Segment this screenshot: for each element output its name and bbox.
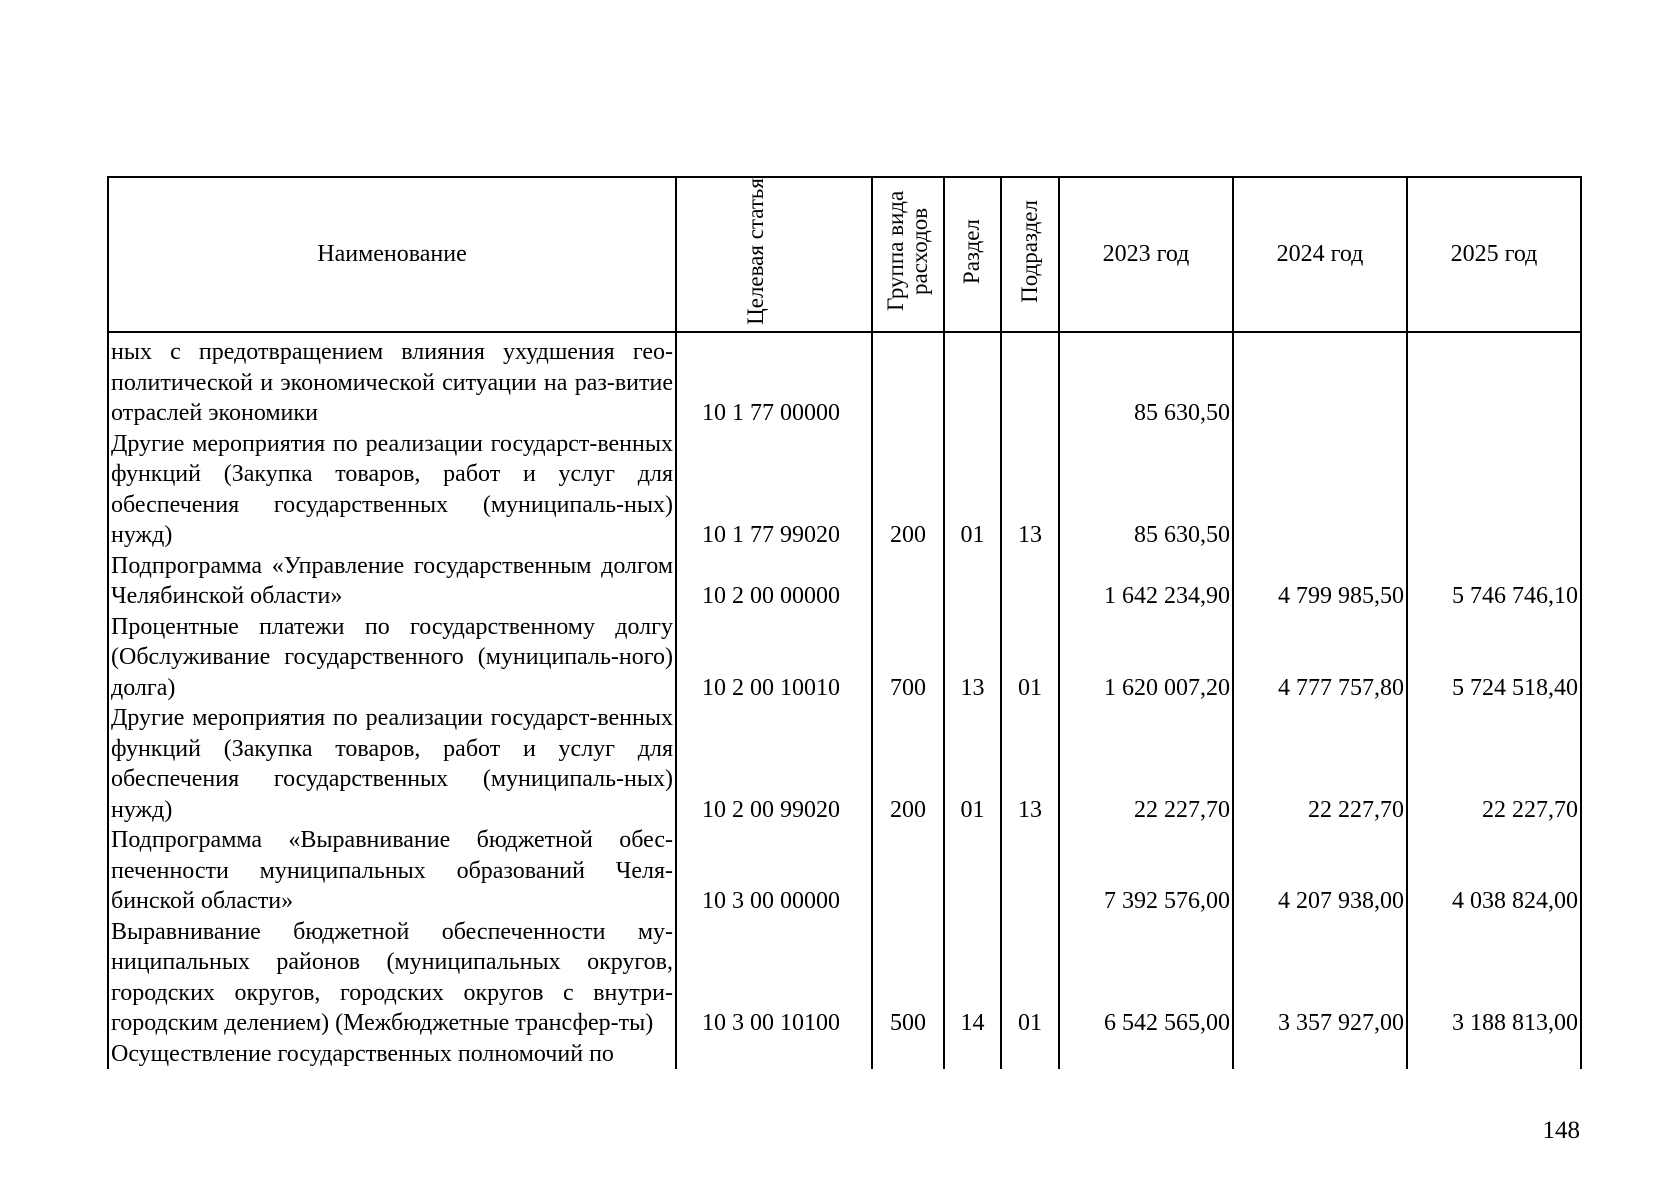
row-expense-group bbox=[872, 825, 944, 917]
row-target-article: 10 1 77 00000 bbox=[676, 332, 872, 429]
row-2025: 3 188 813,00 bbox=[1407, 917, 1581, 1039]
table-row bbox=[108, 612, 1581, 704]
row-target-article: 10 1 77 99020 bbox=[676, 429, 872, 551]
row-section bbox=[944, 1039, 1001, 1070]
row-2025: 22 227,70 bbox=[1407, 703, 1581, 825]
row-name: Подпрограмма «Управление государственным долгом Челябинской области» bbox=[108, 551, 676, 612]
row-2025: 5 746 746,10 bbox=[1407, 551, 1581, 612]
row-2024: 4 777 757,80 bbox=[1233, 612, 1407, 704]
header-2023: 2023 год bbox=[1059, 177, 1233, 332]
header-subsection: Подраздел bbox=[1001, 177, 1059, 332]
header-section: Раздел bbox=[944, 177, 1001, 332]
row-2023: 85 630,50 bbox=[1059, 332, 1233, 429]
row-2024: 3 357 927,00 bbox=[1233, 917, 1407, 1039]
row-subsection bbox=[1001, 332, 1059, 429]
table-row bbox=[108, 825, 1581, 917]
row-2024 bbox=[1233, 332, 1407, 429]
row-name: Осуществление государственных полномочий по bbox=[108, 1039, 676, 1070]
header-2025: 2025 год bbox=[1407, 177, 1581, 332]
row-target-article: 10 2 00 99020 bbox=[676, 703, 872, 825]
row-target-article: 10 2 00 10010 bbox=[676, 612, 872, 704]
row-target-article bbox=[676, 1039, 872, 1070]
row-section: 01 bbox=[944, 703, 1001, 825]
row-2023: 6 542 565,00 bbox=[1059, 917, 1233, 1039]
row-2025: 5 724 518,40 bbox=[1407, 612, 1581, 704]
header-2024: 2024 год bbox=[1233, 177, 1407, 332]
row-expense-group: 200 bbox=[872, 429, 944, 551]
row-name: ных с предотвращением влияния ухудшения гео-политической и экономической ситуации на раз-витие отраслей экономики bbox=[108, 332, 676, 429]
row-target-article: 10 2 00 00000 bbox=[676, 551, 872, 612]
row-2024: 4 799 985,50 bbox=[1233, 551, 1407, 612]
row-subsection bbox=[1001, 551, 1059, 612]
table-row bbox=[108, 332, 1581, 429]
row-subsection: 13 bbox=[1001, 429, 1059, 551]
row-subsection bbox=[1001, 825, 1059, 917]
row-expense-group: 200 bbox=[872, 703, 944, 825]
row-section bbox=[944, 825, 1001, 917]
row-2024 bbox=[1233, 429, 1407, 551]
row-2024 bbox=[1233, 1039, 1407, 1070]
row-2023: 22 227,70 bbox=[1059, 703, 1233, 825]
row-expense-group bbox=[872, 1039, 944, 1070]
table-header-row bbox=[108, 177, 1581, 332]
row-2024: 4 207 938,00 bbox=[1233, 825, 1407, 917]
row-2023: 1 642 234,90 bbox=[1059, 551, 1233, 612]
table-row bbox=[108, 1039, 1581, 1070]
budget-table bbox=[107, 176, 1582, 1069]
row-2025 bbox=[1407, 1039, 1581, 1070]
row-section bbox=[944, 332, 1001, 429]
row-target-article: 10 3 00 10100 bbox=[676, 917, 872, 1039]
row-2025 bbox=[1407, 332, 1581, 429]
page-number: 148 bbox=[1542, 1117, 1580, 1144]
row-2023 bbox=[1059, 1039, 1233, 1070]
row-2023: 7 392 576,00 bbox=[1059, 825, 1233, 917]
row-name: Выравнивание бюджетной обеспеченности му-ниципальных районов (муниципальных округов, городских округов, городских округов с внутри-городским делением) (Межбюджетные трансфер-ты) bbox=[108, 917, 676, 1039]
row-subsection: 13 bbox=[1001, 703, 1059, 825]
table-row bbox=[108, 917, 1581, 1039]
row-name: Другие мероприятия по реализации государст-венных функций (Закупка товаров, работ и услуг для обеспечения государственных (муниципаль-ных) нужд) bbox=[108, 703, 676, 825]
row-subsection bbox=[1001, 1039, 1059, 1070]
table-row bbox=[108, 429, 1581, 551]
header-target-article: Целевая статья bbox=[676, 177, 872, 332]
table-row bbox=[108, 703, 1581, 825]
header-name: Наименование bbox=[108, 177, 676, 332]
row-name: Другие мероприятия по реализации государст-венных функций (Закупка товаров, работ и услуг для обеспечения государственных (муниципаль-ных) нужд) bbox=[108, 429, 676, 551]
row-section: 14 bbox=[944, 917, 1001, 1039]
row-name: Подпрограмма «Выравнивание бюджетной обес-печенности муниципальных образований Челя-бинской области» bbox=[108, 825, 676, 917]
row-section: 01 bbox=[944, 429, 1001, 551]
row-expense-group: 500 bbox=[872, 917, 944, 1039]
table-row bbox=[108, 551, 1581, 612]
row-section bbox=[944, 551, 1001, 612]
row-2023: 85 630,50 bbox=[1059, 429, 1233, 551]
row-expense-group bbox=[872, 332, 944, 429]
header-expense-group: Группа вида расходов bbox=[872, 177, 944, 332]
row-2025 bbox=[1407, 429, 1581, 551]
row-subsection: 01 bbox=[1001, 612, 1059, 704]
row-name: Процентные платежи по государственному долгу (Обслуживание государственного (муниципаль-ного) долга) bbox=[108, 612, 676, 704]
row-section: 13 bbox=[944, 612, 1001, 704]
row-subsection: 01 bbox=[1001, 917, 1059, 1039]
row-2023: 1 620 007,20 bbox=[1059, 612, 1233, 704]
row-2025: 4 038 824,00 bbox=[1407, 825, 1581, 917]
row-2024: 22 227,70 bbox=[1233, 703, 1407, 825]
row-target-article: 10 3 00 00000 bbox=[676, 825, 872, 917]
row-expense-group bbox=[872, 551, 944, 612]
row-expense-group: 700 bbox=[872, 612, 944, 704]
